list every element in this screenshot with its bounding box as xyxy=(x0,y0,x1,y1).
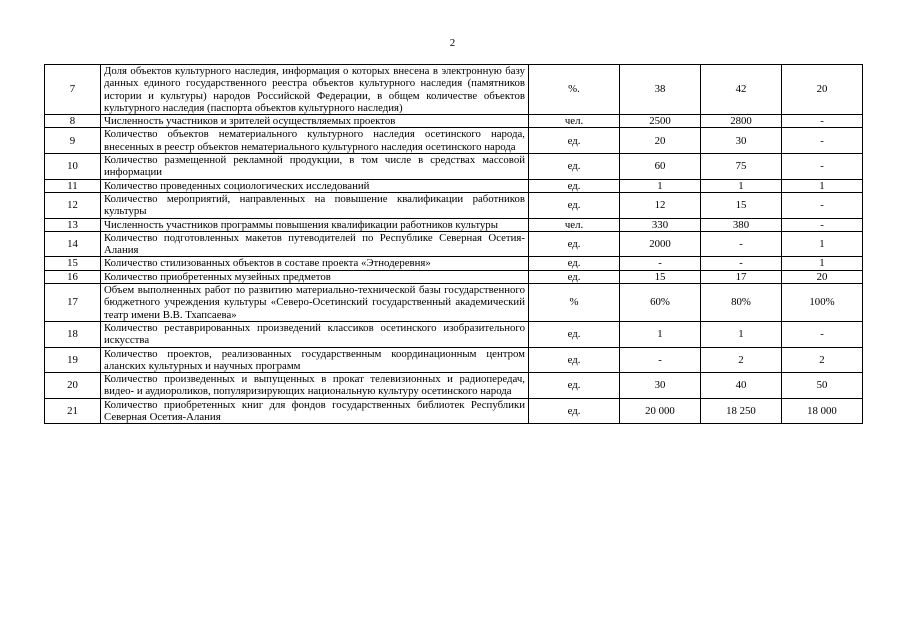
unit-cell: ед. xyxy=(529,398,620,424)
row-number-cell: 8 xyxy=(45,115,101,128)
value-year-2-cell: 80% xyxy=(701,284,782,322)
value-year-2-cell: 2800 xyxy=(701,115,782,128)
row-number-cell: 15 xyxy=(45,257,101,270)
row-number-cell: 10 xyxy=(45,154,101,180)
indicator-description-cell: Количество стилизованных объектов в составе проекта «Этнодеревня» xyxy=(101,257,529,270)
value-year-1-cell: 20 xyxy=(620,128,701,154)
indicator-description-cell: Количество проектов, реализованных государственным координационным центром аланских культурных и научных программ xyxy=(101,347,529,373)
value-year-1-cell: - xyxy=(620,257,701,270)
table-row xyxy=(45,115,863,128)
value-year-3-cell: - xyxy=(782,128,863,154)
indicators-table xyxy=(44,64,863,424)
table-row xyxy=(45,321,863,347)
value-year-3-cell: - xyxy=(782,218,863,231)
table-row xyxy=(45,398,863,424)
value-year-3-cell: - xyxy=(782,154,863,180)
value-year-1-cell: 38 xyxy=(620,65,701,115)
table-row xyxy=(45,257,863,270)
unit-cell: ед. xyxy=(529,154,620,180)
value-year-1-cell: 2500 xyxy=(620,115,701,128)
value-year-2-cell: 30 xyxy=(701,128,782,154)
row-number-cell: 18 xyxy=(45,321,101,347)
value-year-1-cell: 1 xyxy=(620,321,701,347)
value-year-2-cell: 42 xyxy=(701,65,782,115)
indicator-description-cell: Количество размещенной рекламной продукции, в том числе в средствах массовой информации xyxy=(101,154,529,180)
indicator-description-cell: Количество приобретенных музейных предметов xyxy=(101,270,529,283)
indicator-description-cell: Объем выполненных работ по развитию материально-технической базы государственного бюджетного учреждения культуры «Северо-Осетинский государственный академический театр имени В.В. Тхапсаева» xyxy=(101,284,529,322)
unit-cell: ед. xyxy=(529,231,620,257)
value-year-2-cell: - xyxy=(701,257,782,270)
table-row xyxy=(45,192,863,218)
unit-cell: ед. xyxy=(529,179,620,192)
row-number-cell: 7 xyxy=(45,65,101,115)
value-year-2-cell: 75 xyxy=(701,154,782,180)
unit-cell: чел. xyxy=(529,218,620,231)
table-row xyxy=(45,231,863,257)
value-year-3-cell: 1 xyxy=(782,257,863,270)
unit-cell: ед. xyxy=(529,257,620,270)
value-year-2-cell: 40 xyxy=(701,373,782,399)
row-number-cell: 19 xyxy=(45,347,101,373)
unit-cell: ед. xyxy=(529,373,620,399)
value-year-2-cell: - xyxy=(701,231,782,257)
indicator-description-cell: Численность участников и зрителей осуществляемых проектов xyxy=(101,115,529,128)
indicator-description-cell: Количество мероприятий, направленных на повышение квалификации работников культуры xyxy=(101,192,529,218)
value-year-3-cell: - xyxy=(782,192,863,218)
table-row xyxy=(45,179,863,192)
page-number: 2 xyxy=(449,37,456,49)
value-year-3-cell: 1 xyxy=(782,231,863,257)
row-number-cell: 20 xyxy=(45,373,101,399)
unit-cell: %. xyxy=(529,65,620,115)
unit-cell: ед. xyxy=(529,270,620,283)
value-year-1-cell: 15 xyxy=(620,270,701,283)
row-number-cell: 16 xyxy=(45,270,101,283)
value-year-1-cell: 60 xyxy=(620,154,701,180)
value-year-1-cell: 30 xyxy=(620,373,701,399)
unit-cell: ед. xyxy=(529,321,620,347)
value-year-1-cell: 60% xyxy=(620,284,701,322)
value-year-3-cell: 50 xyxy=(782,373,863,399)
indicator-description-cell: Количество произведенных и выпущенных в прокат телевизионных и радиопередач, видео- и аудиороликов, популяризирующих национальную культуру осетинского народа xyxy=(101,373,529,399)
value-year-3-cell: 20 xyxy=(782,270,863,283)
table-row xyxy=(45,270,863,283)
table-row xyxy=(45,347,863,373)
value-year-2-cell: 380 xyxy=(701,218,782,231)
value-year-2-cell: 1 xyxy=(701,321,782,347)
value-year-2-cell: 17 xyxy=(701,270,782,283)
indicator-description-cell: Количество подготовленных макетов путеводителей по Республике Северная Осетия-Алания xyxy=(101,231,529,257)
indicator-description-cell: Количество приобретенных книг для фондов государственных библиотек Республики Северная Осетия-Алания xyxy=(101,398,529,424)
value-year-3-cell: 2 xyxy=(782,347,863,373)
table-row xyxy=(45,284,863,322)
table-row xyxy=(45,65,863,115)
value-year-3-cell: 100% xyxy=(782,284,863,322)
unit-cell: чел. xyxy=(529,115,620,128)
unit-cell: ед. xyxy=(529,128,620,154)
table-row xyxy=(45,128,863,154)
row-number-cell: 14 xyxy=(45,231,101,257)
value-year-1-cell: 2000 xyxy=(620,231,701,257)
indicator-description-cell: Доля объектов культурного наследия, информация о которых внесена в электронную базу данных единого государственного реестра объектов культурного наследия (памятников истории и культуры) народов Российской Федерации, в общем количестве объектов культурного наследия (паспорта объектов культурного наследия) xyxy=(101,65,529,115)
table-row xyxy=(45,154,863,180)
value-year-1-cell: - xyxy=(620,347,701,373)
table-row xyxy=(45,373,863,399)
value-year-2-cell: 2 xyxy=(701,347,782,373)
value-year-1-cell: 1 xyxy=(620,179,701,192)
row-number-cell: 17 xyxy=(45,284,101,322)
value-year-2-cell: 1 xyxy=(701,179,782,192)
value-year-3-cell: 20 xyxy=(782,65,863,115)
unit-cell: % xyxy=(529,284,620,322)
unit-cell: ед. xyxy=(529,347,620,373)
value-year-1-cell: 20 000 xyxy=(620,398,701,424)
value-year-3-cell: 18 000 xyxy=(782,398,863,424)
row-number-cell: 11 xyxy=(45,179,101,192)
value-year-2-cell: 15 xyxy=(701,192,782,218)
row-number-cell: 12 xyxy=(45,192,101,218)
row-number-cell: 13 xyxy=(45,218,101,231)
indicator-description-cell: Количество реставрированных произведений классиков осетинского изобразительного искусства xyxy=(101,321,529,347)
value-year-3-cell: - xyxy=(782,321,863,347)
unit-cell: ед. xyxy=(529,192,620,218)
row-number-cell: 21 xyxy=(45,398,101,424)
indicator-description-cell: Количество проведенных социологических исследований xyxy=(101,179,529,192)
value-year-3-cell: 1 xyxy=(782,179,863,192)
indicator-description-cell: Количество объектов нематериального культурного наследия осетинского народа, внесенных в реестр объектов нематериального культурного наследия осетинского народа xyxy=(101,128,529,154)
value-year-2-cell: 18 250 xyxy=(701,398,782,424)
table-row xyxy=(45,218,863,231)
row-number-cell: 9 xyxy=(45,128,101,154)
value-year-3-cell: - xyxy=(782,115,863,128)
indicator-description-cell: Численность участников программы повышения квалификации работников культуры xyxy=(101,218,529,231)
value-year-1-cell: 12 xyxy=(620,192,701,218)
value-year-1-cell: 330 xyxy=(620,218,701,231)
